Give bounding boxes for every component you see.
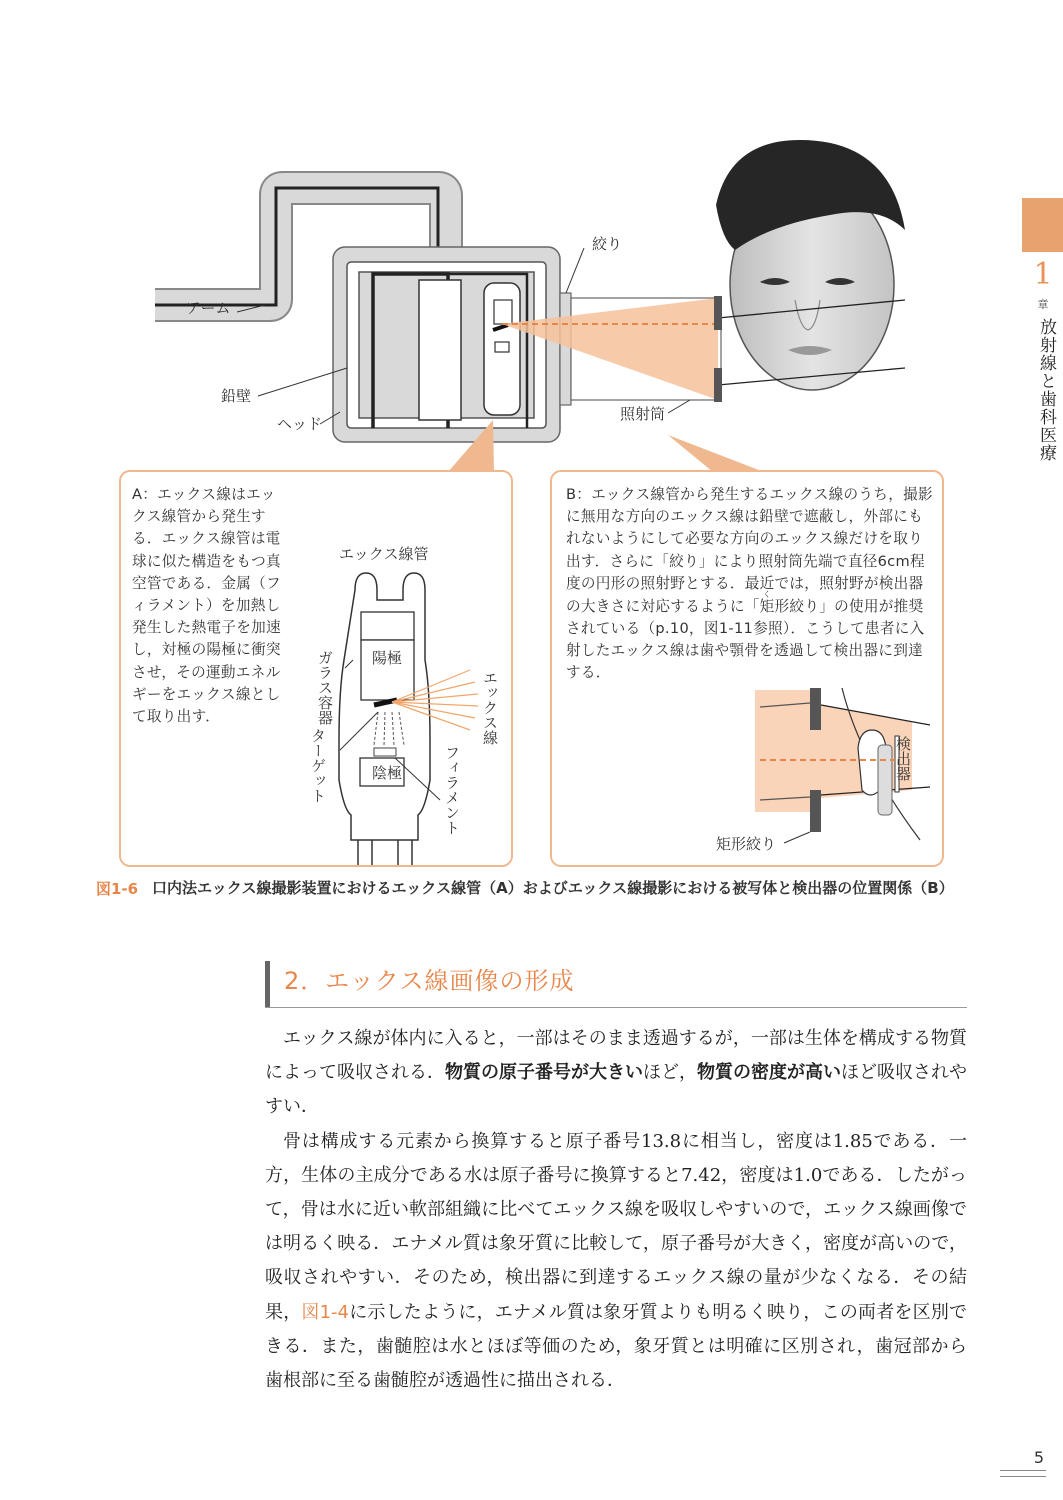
p1-bold-2: 物質の密度が高い [697,1062,841,1084]
figure-caption-number: 図1-6 [96,880,139,898]
callout-b-text [566,484,934,685]
p1-text-d: ほど吸収されやすい． [265,1062,967,1118]
cone-label: 照射筒 [620,405,666,423]
detector-label: 検出器 [894,736,912,781]
collimator [560,293,571,405]
p1-text-a: エックス線が体内に入ると，一部はそのまま透過するが，一部は生体を構成する物質によって吸収される． [265,1028,967,1084]
filament-label: フィラメント [443,745,461,835]
p1-bold-1: 物質の原子番号が大きい [445,1062,643,1084]
paragraph-2 [265,1125,967,1399]
ruby-text: く [759,589,775,599]
arm-label: アーム [186,299,231,317]
p2-text-a: 骨は構成する元素から換算すると原子番号13.8に相当し，密度は1.85である．一方，生体の主成分である水は原子番号に換算すると7.42，密度は1.0である．したがって，骨は水に近い軟部組織に比べてエックス線を吸収しやすいので，エックス線画像では明るく映る．エナメル質は象牙質に比較して，原子番号が大きく，密度が高いので，吸収されやすい．そのため，検出器に到達するエックス線の量が少なくなる．その結果， [265,1130,967,1323]
chapter-unit: 章 [1037,298,1049,311]
detector-plate-bottom [714,368,722,402]
chapter-title: 放射線と歯科医療 [1036,318,1056,462]
figure-reference-link[interactable]: 図1-4 [301,1301,350,1323]
callout-b-ruby [759,589,775,615]
xray-tube-label: エックス線管 [339,545,429,563]
page-rule [1000,1476,1046,1477]
xray-tube-detail [339,573,430,865]
callout-b-text-2: 形絞り」の使用が推奨されている（p.10，図1-11参照）．こうして患者に入射したエックス線は歯や顎骨を透過して検出器に到達する． [566,597,925,682]
figure-caption-text: 口内法エックス線撮影装置におけるエックス線管（A）およびエックス線撮影における被写体と検出器の位置関係（B） [152,879,954,897]
lead-wall-label: 鉛壁 [221,387,252,405]
anode-label: 陽極 [372,649,403,667]
p1-text-c: ほど， [643,1062,697,1084]
head-label: ヘッド [277,415,323,433]
chapter-number: 1 [1033,257,1053,292]
patient-face [716,140,905,390]
paragraph-1 [265,1022,967,1125]
rect-collimator-label: 矩形絞り [716,835,777,853]
section-heading-bar [265,961,270,1007]
callout-b-text-1: B：エックス線管から発生するエックス線のうち，撮影に無用な方向のエックス線は鉛壁で遮蔽し，外部にもれないようにして必要な方向のエックス線だけを取り出す．さらに「絞り」により照射筒先端で直径6cm程度の円形の照射野とする．最近では，照射野が検出器の大きさに対応するように「 [566,486,933,615]
p2-text-b: に示したように，エナメル質は象牙質よりも明るく映り，この両者を区別できる．また，歯髄腔は水とほぼ等価のため，象牙質とは明確に区別され，歯冠部から歯根部に至る歯髄腔が透過性に描出される． [265,1301,968,1392]
collimator-label: 絞り [592,235,623,253]
section-title: 2．エックス線画像の形成 [284,967,575,995]
head-housing [333,247,560,442]
body-text [265,1022,967,1398]
ruby-base: 矩 [759,597,775,615]
page-number: 5 [1033,1448,1044,1467]
detector-plate-top [714,296,722,330]
section-rule [265,1007,967,1008]
xray-label: エックス線 [481,670,499,745]
page-rule [1000,1470,1046,1471]
target-label: ターゲット [309,728,327,803]
callout-a-text: A：エックス線はエックス線管から発生する．エックス線管は電球に似た構造をもつ真空管である．金属（フィラメント）を加熱し発生した熱電子を加速し，対極の陽極に衝突させ，その運動エネルギーをエックス線として取り出す． [132,486,281,726]
cathode-label: 陰極 [372,764,403,782]
glass-envelope-label: ガラス容器 [316,650,334,725]
